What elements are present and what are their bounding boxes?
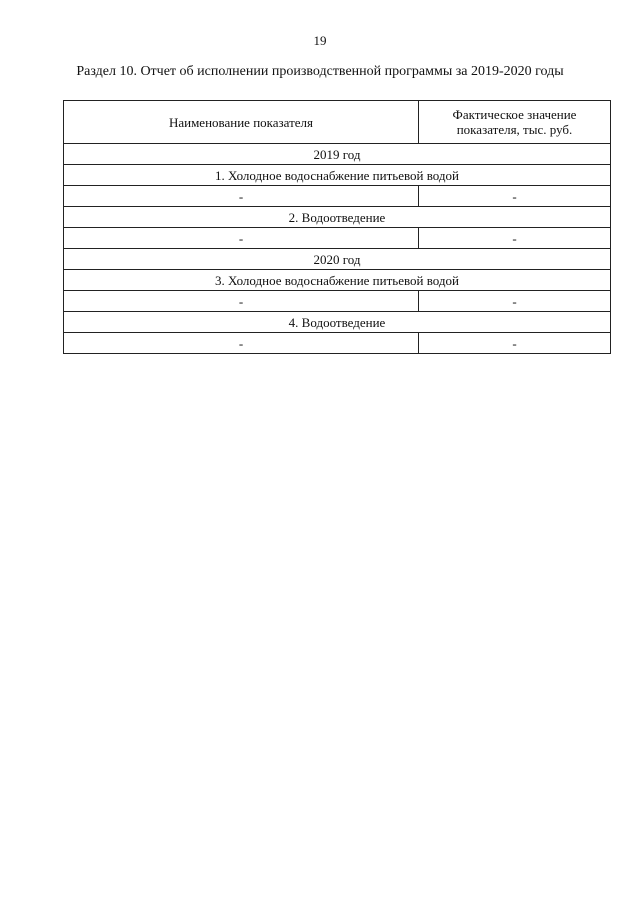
indicator-cell: -	[64, 228, 419, 249]
page-number: 19	[313, 33, 327, 48]
item-title-row	[64, 270, 611, 291]
value-cell: -	[419, 291, 611, 312]
item-title-row	[64, 312, 611, 333]
item-title: 1. Холодное водоснабжение питьевой водой	[64, 165, 611, 186]
table-row	[64, 333, 611, 354]
item-title: 4. Водоотведение	[64, 312, 611, 333]
value-cell: -	[419, 186, 611, 207]
table-row	[64, 186, 611, 207]
year-label: 2019 год	[64, 144, 611, 165]
item-title-row	[64, 207, 611, 228]
header-actual-value: Фактическое значение показателя, тыс. руб.	[419, 101, 611, 144]
indicator-cell: -	[64, 291, 419, 312]
value-cell: -	[419, 228, 611, 249]
year-label: 2020 год	[64, 249, 611, 270]
table-row	[64, 228, 611, 249]
value-cell: -	[419, 333, 611, 354]
year-row	[64, 144, 611, 165]
header-indicator-name: Наименование показателя	[64, 101, 419, 144]
table-header-row	[64, 101, 611, 144]
year-row	[64, 249, 611, 270]
item-title: 2. Водоотведение	[64, 207, 611, 228]
table-row	[64, 291, 611, 312]
indicator-cell: -	[64, 186, 419, 207]
report-table	[63, 100, 611, 354]
indicator-cell: -	[64, 333, 419, 354]
item-title-row	[64, 165, 611, 186]
item-title: 3. Холодное водоснабжение питьевой водой	[64, 270, 611, 291]
section-title: Раздел 10. Отчет об исполнении производственной программы за 2019-2020 годы	[76, 64, 564, 79]
